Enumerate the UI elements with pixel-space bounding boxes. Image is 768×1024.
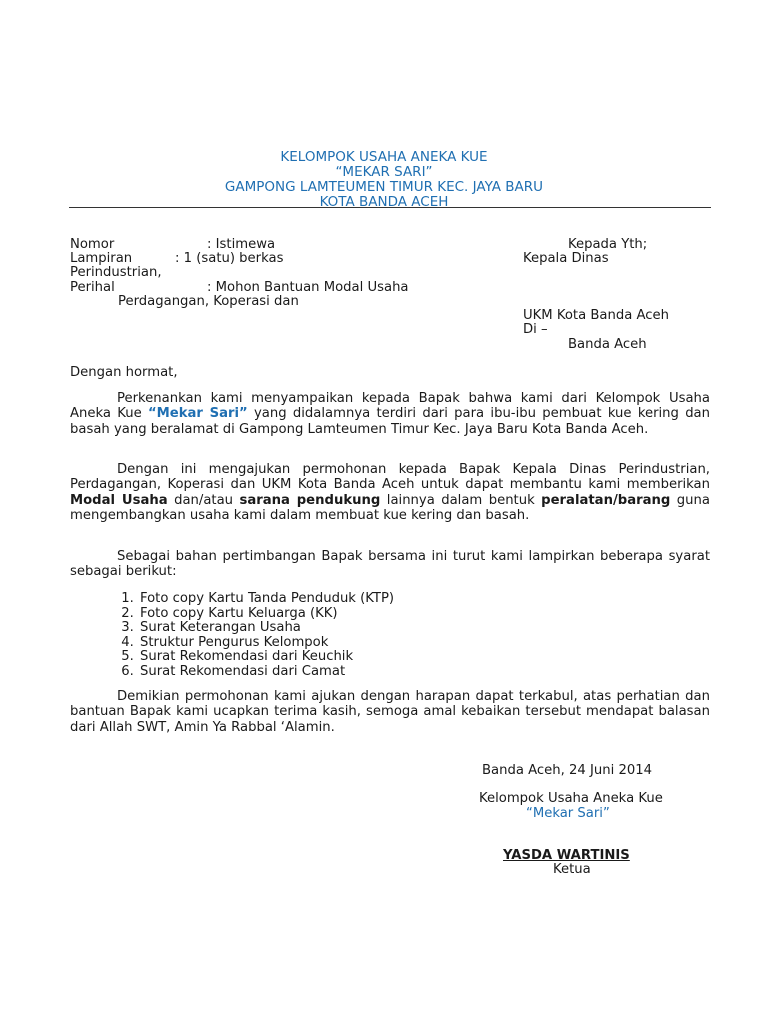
perihal-label: Perihal [70, 280, 115, 295]
paragraph-attachments [70, 549, 710, 580]
header-divider [69, 207, 711, 208]
list-item: 6. Surat Rekomendasi dari Camat [138, 665, 394, 680]
closing-org: Kelompok Usaha Aneka Kue [479, 791, 663, 806]
lampiran-value: : 1 (satu) berkas [175, 251, 284, 266]
nomor-value: : Istimewa [207, 237, 276, 252]
paragraph-request [70, 462, 710, 523]
header-name-line: “MEKAR SARI” [335, 164, 433, 180]
signer-name: YASDA WARTINIS [503, 848, 630, 863]
list-item: 4. Struktur Pengurus Kelompok [138, 636, 394, 651]
list-item: 5. Surat Rekomendasi dari Keuchik [138, 650, 394, 665]
header-city-line: KOTA BANDA ACEH [319, 194, 449, 210]
nomor-label: Nomor [70, 237, 115, 252]
recipient-di: Di – [523, 322, 548, 337]
list-item: 2. Foto copy Kartu Keluarga (KK) [138, 607, 394, 622]
p2-text-b: dan/atau [167, 492, 240, 508]
p2-text-c: lainnya dalam bentuk [380, 492, 542, 508]
p2-bold-modal: Modal Usaha [70, 492, 168, 508]
recipient-kota: Banda Aceh [568, 337, 647, 352]
paragraph-closing [70, 689, 710, 735]
recipient-perindustrian: Perindustrian, [70, 265, 162, 280]
header-org-line: KELOMPOK USAHA ANEKA KUE [280, 149, 488, 165]
p3-text: Sebagai bahan pertimbangan Bapak bersama ini turut kami lampirkan beberapa syarat sebagai berikut: [70, 549, 710, 580]
paragraph-intro [70, 391, 710, 437]
salutation: Dengan hormat, [70, 365, 178, 380]
p2-text-d: guna mengembangkan usaha kami dalam membuat kue kering dan basah. [70, 492, 710, 523]
closing-org-name: “Mekar Sari” [526, 806, 610, 821]
list-item: 1. Foto copy Kartu Tanda Penduduk (KTP) [138, 592, 394, 607]
list-item: 3. Surat Keterangan Usaha [138, 621, 394, 636]
p1-text-b: yang didalamnya terdiri dari para ibu-ibu pembuat kue kering dan basah yang beralamat di Gampong Lamteumen Timur Kec. Jaya Baru Kota Banda Aceh. [70, 406, 710, 437]
recipient-kepala-dinas: Kepala Dinas [523, 251, 609, 266]
p4-text: Demikian permohonan kami ajukan dengan harapan dapat terkabul, atas perhatian dan bantuan Bapak kami ucapkan terima kasih, semoga amal kebaikan tersebut mendapat balasan dari Allah SWT, Amin Ya Rabbal ‘Alamin. [70, 689, 710, 735]
p2-text-a: Dengan ini mengajukan permohonan kepada Bapak Kepala Dinas Perindustrian, Perdagangan, Koperasi dan UKM Kota Banda Aceh untuk dapat membantu kami memberikan [70, 462, 710, 493]
header-address-line: GAMPONG LAMTEUMEN TIMUR KEC. JAYA BARU [224, 179, 544, 195]
lampiran-label: Lampiran [70, 251, 133, 266]
signer-title: Ketua [553, 862, 591, 877]
recipient-perdagangan: Perdagangan, Koperasi dan [118, 294, 299, 309]
recipient-ukm: UKM Kota Banda Aceh [523, 308, 670, 323]
place-date: Banda Aceh, 24 Juni 2014 [482, 763, 653, 778]
group-name: “Mekar Sari” [148, 406, 248, 422]
p1-text-a: Perkenankan kami menyampaikan kepada Bapak bahwa kami dari Kelompok Usaha Aneka Kue [70, 391, 710, 422]
perihal-value: : Mohon Bantuan Modal Usaha [207, 280, 409, 295]
recipient-kepada: Kepada Yth; [568, 237, 648, 252]
p2-bold-sarana: sarana pendukung [239, 492, 381, 508]
p2-bold-peralatan: peralatan/barang [541, 492, 671, 508]
requirements-list [70, 592, 394, 680]
